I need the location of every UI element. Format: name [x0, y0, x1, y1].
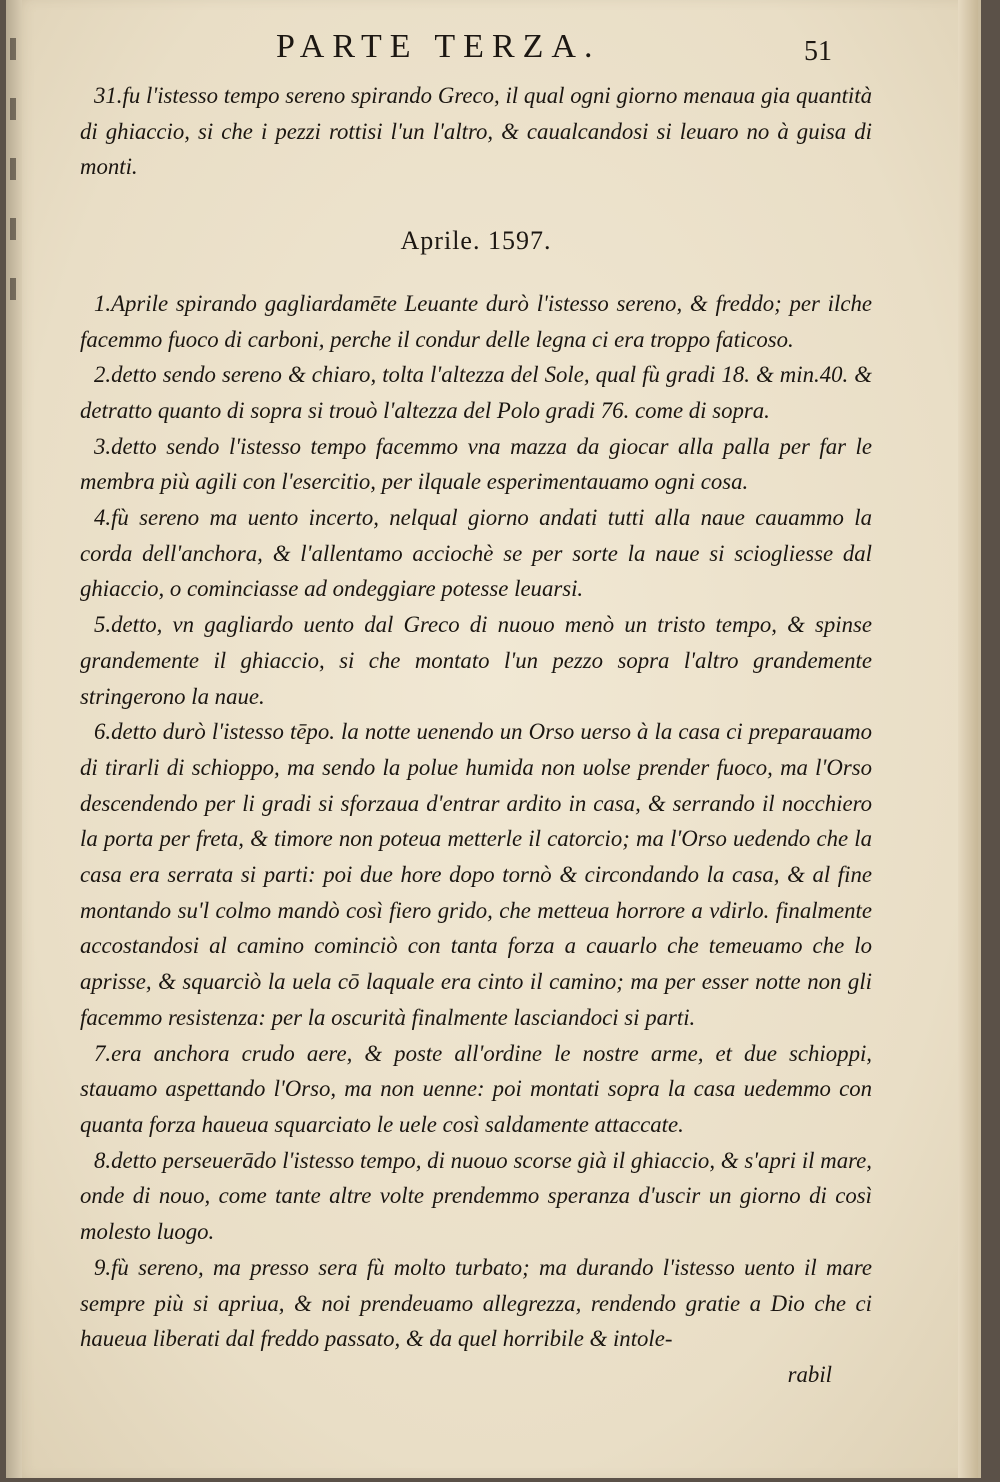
facing-page-bleed — [6, 0, 22, 1478]
body-text — [80, 78, 872, 1393]
diary-entry-5: 5.detto, vn gagliardo uento dal Greco di nuouo menò un tristo tempo, & spinse grandemente il ghiaccio, si che montato l'un pezzo sopra l'altro grandemente stringerono la naue. — [80, 612, 872, 709]
diary-entry-1: 1.Aprile spirando gagliardamēte Leuante durò l'istesso sereno, & freddo; per ilche facemmo fuoco di carboni, perche il condur delle legna ci era troppo faticoso. — [80, 290, 872, 352]
diary-entry-6: 6.detto durò l'istesso tēpo. la notte uenendo un Orso uerso à la casa ci preparauamo di tirarli di schioppo, ma sendo la polue humida non uolse prender fuoco, ma l'Orso descendendo per li gradi si sforzaua d'entrar ardito in casa, & serrando il nocchiero la porta per freta, & timore non poteua metterle il catorcio; ma l'Orso uedendo che la casa era serrata si parti: poi due hore dopo tornò & circondando la casa, & al fine montando su'l colmo mandò così fiero grido, che metteua horrore a vdirlo. finalmente accostandosi al camino cominciò con tanta forza a cauarlo che temeuamo che lo aprisse, & squarciò la uela cō laquale era cinto il camino; ma per esser notte non gli facemmo resistenza: per la oscurità finalmente lasciandoci si parti. — [80, 719, 872, 1030]
diary-entry-9: 9.fù sereno, ma presso sera fù molto turbato; ma durando l'istesso uento il mare sempre più si apriua, & noi prendeuamo allegrezza, rendendo gratie a Dio che ci haueua liberati dal freddo passato, & da quel horribile & intole- — [80, 1254, 872, 1352]
page-header — [6, 22, 978, 72]
running-head: PARTE TERZA. — [276, 28, 601, 65]
diary-entry-3: 3.detto sendo l'istesso tempo facemmo vna mazza da giocar alla palla per far le membra più agili con l'esercitio, per ilquale esperimentauamo ogni cosa. — [80, 433, 872, 495]
page-number: 51 — [804, 36, 832, 67]
diary-entry-4: 4.fù sereno ma uento incerto, nelqual giorno andati tutti alla naue cauammo la corda dell'anchora, & l'allentamo acciochè se per sorte la naue si sciogliesse dal ghiaccio, o cominciasse ad ondeggiare potesse leuarsi. — [80, 505, 872, 602]
intro-paragraph: 31.fu l'istesso tempo sereno spirando Greco, il qual ogni giorno menaua gia quantità di ghiaccio, si che i pezzi rottisi l'un l'altro, & caualcandosi si leuaro no à guisa di monti. — [80, 83, 872, 180]
catchword: rabil — [787, 1361, 832, 1387]
section-heading: Aprile. 1597. — [400, 226, 552, 256]
diary-entry-7: 7.era anchora crudo aere, & poste all'ordine le nostre arme, et due schioppi, stauamo aspettando l'Orso, ma non uenne: poi montati sopra la casa uedemmo con quanta forza haueua squarciato le uele così saldamente attaccate. — [80, 1040, 872, 1137]
book-page — [6, 0, 981, 1478]
page-edge-shadow — [958, 0, 978, 1478]
diary-entry-2: 2.detto sendo sereno & chiaro, tolta l'altezza del Sole, qual fù gradi 18. & min.40. & detratto quanto di sopra si trouò l'altezza del Polo gradi 76. come di sopra. — [80, 362, 872, 423]
diary-entry-8: 8.detto perseuerādo l'istesso tempo, di nuouo scorse già il ghiaccio, & s'apri il mare, onde di nouo, come tante altre volte prendemmo speranza d'uscir un giorno di così molesto luogo. — [80, 1147, 872, 1245]
